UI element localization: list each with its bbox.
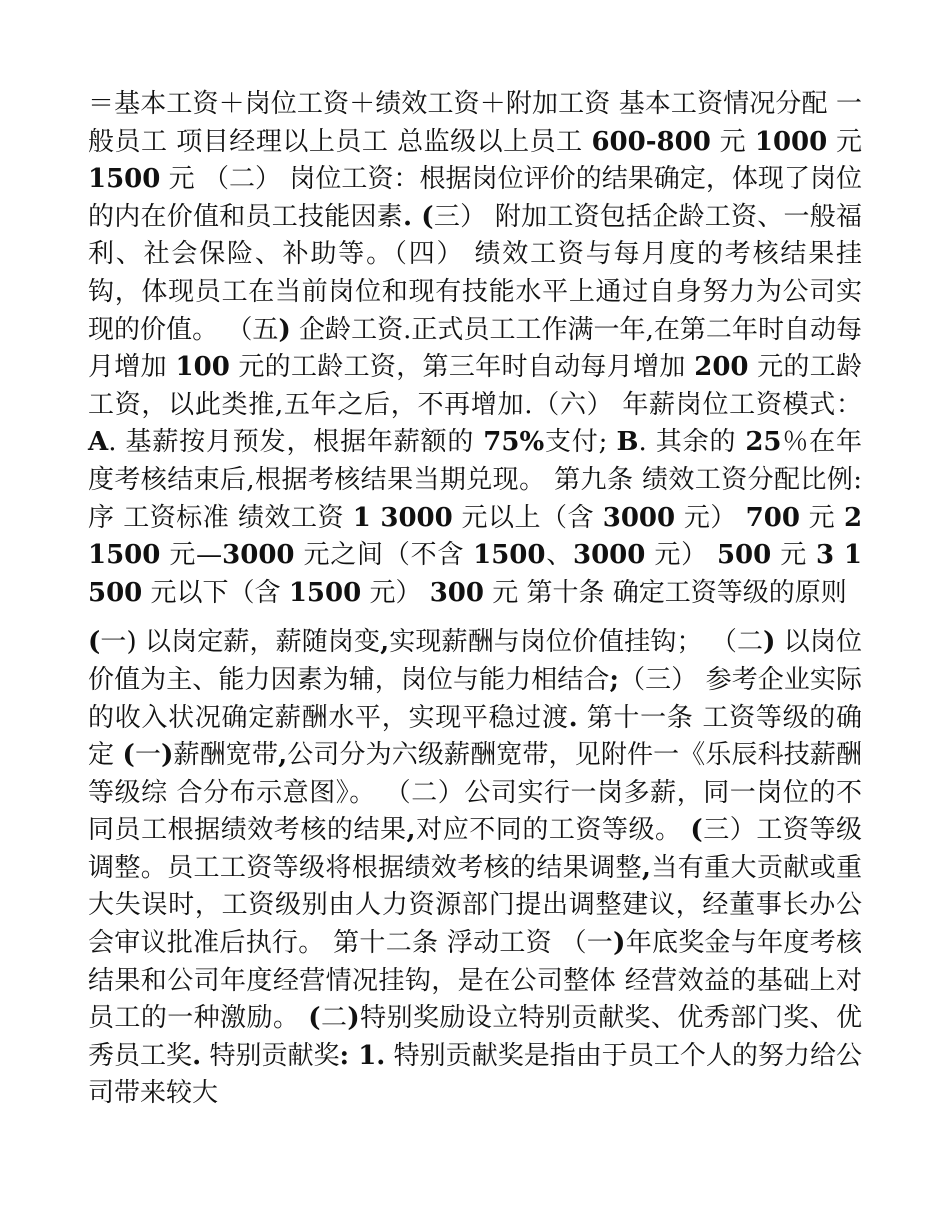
bold-text-run: 1 3000 (352, 502, 453, 533)
text-run: . 其余的 (638, 427, 746, 458)
document-page (88, 86, 862, 1113)
text-run: 对应不同的工资等级。 (415, 815, 691, 846)
text-run: 元 (799, 502, 844, 533)
text-run: 三） 附加工资包括企龄工资、一般福利、社会保险、补助等。（四） 绩效工资与每月度的考核结果挂钩，体现员工在当前岗位和现有技能水平上通过自身努力为公司实现的价值。 （五 (88, 201, 863, 345)
text-run: 、 (545, 540, 573, 571)
text-run: 薪酬宽带 (173, 740, 279, 771)
bold-text-run: ) (278, 314, 291, 345)
bold-text-run: 1500 (88, 164, 161, 195)
text-run: 元 (710, 126, 755, 157)
bold-text-run: . (192, 1040, 202, 1071)
bold-text-run: ) (161, 740, 174, 771)
bold-text-run: 3 1500 (88, 540, 863, 608)
text-run: ＝基本工资＋岗位工资＋绩效工资＋附加工资 基本工资情况分配 一般员工 项目经理以上员工 总监级以上员工 (88, 89, 862, 157)
text-run: 元 (827, 126, 863, 157)
text-run: 元的工龄工资，第三年时自动每月增加 (229, 352, 695, 383)
bold-text-run: 3000 (222, 540, 295, 571)
bold-text-run: , (380, 627, 390, 658)
bold-text-run: , (406, 815, 416, 846)
bold-text-run: ( (308, 1003, 321, 1034)
bold-text-run: ; (609, 664, 620, 695)
bold-text-run: 25 (745, 427, 782, 458)
text-run: 元） (361, 577, 430, 608)
text-run: 元— (160, 540, 223, 571)
bold-text-run: ( (88, 627, 101, 658)
text-run: 元） (645, 540, 717, 571)
text-run: （三） 参考企业实际的收入状况确定薪酬水平，实现平稳过渡 (88, 664, 862, 733)
text-run: 实现薪酬与岗位价值挂钩； （二 (389, 627, 764, 658)
bold-text-run: 2 1500 (88, 502, 863, 571)
paragraph-salary-principles (88, 624, 862, 1113)
bold-text-run: , (278, 740, 288, 771)
bold-text-run: ( (690, 815, 703, 846)
bold-text-run: B (616, 427, 639, 458)
bold-text-run: 3000 (602, 502, 676, 533)
text-run: 元之间（不含 (294, 540, 474, 571)
text-run: 一) 以岗定薪，薪随岗变 (100, 627, 381, 658)
bold-text-run: 700 (745, 502, 800, 533)
bold-text-run: 3000 (573, 540, 646, 571)
text-run: 支付; (544, 427, 617, 458)
text-run: 元以下（含 (142, 577, 289, 608)
text-run: 第十一条 工资等级的确定 (88, 702, 862, 771)
text-run: 当有重大贡献或重大失误时，工资级别由人力资源部门提出调整建议，经董事长办公会审议批准后执行。 第十二条 浮动工资 （一 (88, 852, 862, 959)
text-run: 公司分为六级薪酬宽带，见附件一《乐辰科技薪酬等级综 合分布示意图》。 （二）公司实行一岗多薪，同一岗位的不同员工根据绩效考核的结果 (88, 740, 862, 846)
bold-text-run: 300 (429, 577, 484, 608)
text-run: 元） (675, 502, 746, 533)
text-run: 一 (134, 740, 162, 771)
text-run: 特别奖励设立特别贡献奖、优秀部门奖、优秀员工奖 (88, 1003, 862, 1071)
text-run: 元 （二） 岗位工资：根据岗位评价的结果确定，体现了岗位的内在价值和员工技能因素 (88, 164, 862, 232)
text-run: ％在年度考核结束后,根据考核结果当期兑现。 第九条 绩效工资分配比例: 序 工资标准 绩效工资 (88, 427, 862, 533)
text-run: 特别贡献奖是指由于员工个人的努力给公司带来较大 (88, 1040, 862, 1109)
bold-text-run: , (641, 852, 651, 883)
paragraph-salary-structure (88, 86, 862, 612)
text-run: 以岗位价值为主、能力因素为辅，岗位与能力相结合 (88, 627, 863, 695)
text-run: 元 第十条 确定工资等级的原则 (484, 577, 847, 608)
bold-text-run: : 1. (339, 1040, 386, 1071)
bold-text-run: 75% (483, 427, 545, 458)
text-run: 年底奖金与年度考核结果和公司年度经营情况挂钩，是在公司整体 经营效益的基础上对员工的一种激励。 (88, 928, 862, 1034)
bold-text-run: ) (613, 928, 626, 959)
text-run: 三）工资等级调整。员工工资等级将根据绩效考核的结果调整 (88, 815, 862, 883)
text-run: 特别贡献奖 (201, 1040, 340, 1071)
bold-text-run: . ( (402, 201, 434, 232)
bold-text-run: 1000 (754, 126, 828, 157)
bold-text-run: 1500 (288, 577, 362, 608)
bold-text-run: ) (763, 627, 776, 658)
bold-text-run: 1500 (473, 540, 546, 571)
text-run: 元的工龄工资，以此类推,五年之后，不再增加.（六） 年薪岗位工资模式： (88, 352, 863, 420)
text-run: 二 (320, 1003, 348, 1034)
bold-text-run: 500 (716, 540, 772, 571)
text-run: 元 (771, 540, 817, 571)
bold-text-run: 200 (694, 352, 749, 383)
bold-text-run: ) (347, 1003, 360, 1034)
bold-text-run: 600-800 (591, 126, 711, 157)
bold-text-run: A (88, 427, 109, 458)
text-run: . 基薪按月预发，根据年薪额的 (108, 427, 484, 458)
bold-text-run: . (568, 702, 578, 733)
text-run: 元以上（含 (452, 502, 603, 533)
bold-text-run: ( (122, 740, 135, 771)
bold-text-run: 100 (175, 352, 230, 383)
text-run: 企龄工资.正式员工工作满一年,在第二年时自动每月增加 (88, 314, 863, 383)
